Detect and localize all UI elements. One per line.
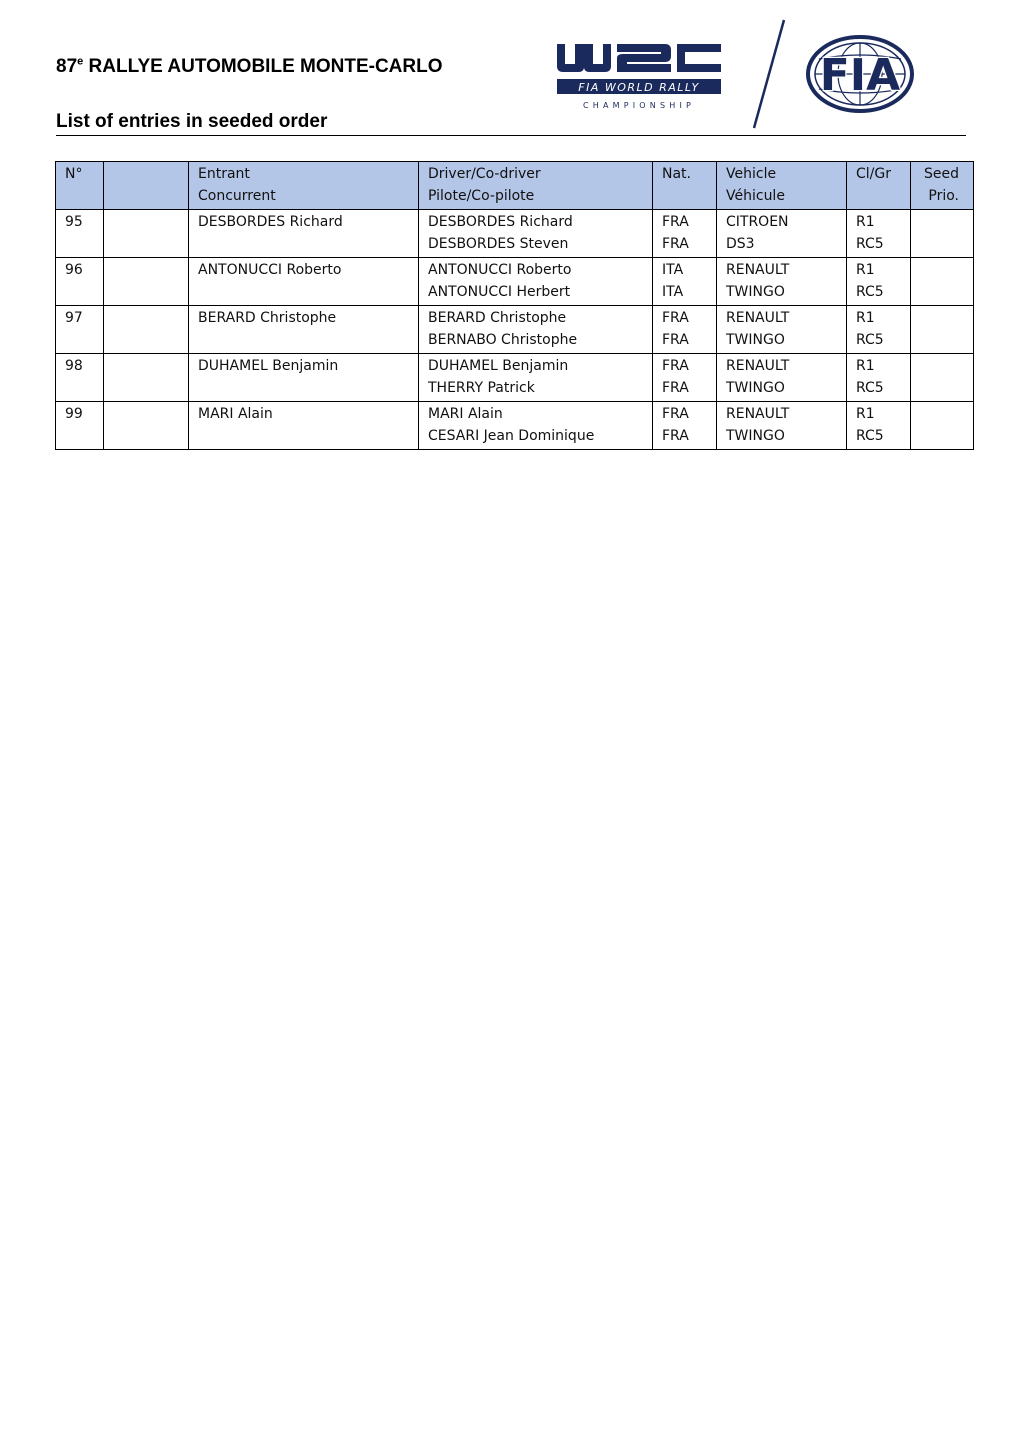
table-row <box>56 354 974 402</box>
entry-vehicle: RENAULT TWINGO <box>717 258 847 306</box>
title-superscript: e <box>77 55 84 68</box>
entry-vehicle: RENAULT TWINGO <box>717 402 847 450</box>
driver-name: BERARD Christophe <box>428 310 567 326</box>
header-entrant: Entrant Concurrent <box>189 162 419 210</box>
entry-crew <box>419 258 653 306</box>
entry-nationality: FRA FRA <box>653 402 717 450</box>
driver-name: DESBORDES Richard <box>428 214 573 230</box>
entry-blank <box>104 402 189 450</box>
entry-blank <box>104 306 189 354</box>
header-vehicle: Vehicle Véhicule <box>717 162 847 210</box>
codriver-name: BERNABO Christophe <box>428 331 578 348</box>
table-row <box>56 258 974 306</box>
header-driver: Driver/Co-driver Pilote/Co-pilote <box>419 162 653 210</box>
codriver-name: THERRY Patrick <box>428 379 535 396</box>
entry-class: R1 RC5 <box>847 354 911 402</box>
entry-blank <box>104 210 189 258</box>
entry-vehicle: RENAULT TWINGO <box>717 306 847 354</box>
entry-class: R1 RC5 <box>847 210 911 258</box>
entry-seed <box>911 210 974 258</box>
entry-nationality: FRA FRA <box>653 306 717 354</box>
wrc-band-text: FIA WORLD RALLY <box>578 81 700 94</box>
entry-vehicle: CITROEN DS3 <box>717 210 847 258</box>
header-class: Cl/Gr <box>847 162 911 210</box>
wrc-logo <box>553 36 725 114</box>
entry-crew <box>419 306 653 354</box>
driver-name: MARI Alain <box>428 406 503 422</box>
document-title <box>56 56 443 78</box>
entry-number: 99 <box>56 402 104 450</box>
entry-entrant: DUHAMEL Benjamin <box>189 354 419 402</box>
fia-logo <box>805 35 915 113</box>
entry-nationality: ITA ITA <box>653 258 717 306</box>
title-number: 87 <box>56 56 78 77</box>
fia-logo-text: FIA <box>819 50 901 101</box>
table-row <box>56 402 974 450</box>
entry-crew <box>419 210 653 258</box>
entry-number: 96 <box>56 258 104 306</box>
entry-number: 95 <box>56 210 104 258</box>
header-seed: Seed Prio. <box>911 162 974 210</box>
entry-class: R1 RC5 <box>847 258 911 306</box>
entry-class: R1 RC5 <box>847 402 911 450</box>
entry-blank <box>104 258 189 306</box>
entry-number: 97 <box>56 306 104 354</box>
wrc-sub-text: CHAMPIONSHIP <box>582 101 696 110</box>
entry-seed <box>911 306 974 354</box>
header-nationality: Nat. <box>653 162 717 210</box>
header-blank <box>104 162 189 210</box>
logo-separator <box>748 18 788 130</box>
list-subtitle: List of entries in seeded order <box>56 111 328 132</box>
driver-name: ANTONUCCI Roberto <box>428 262 572 278</box>
entry-nationality: FRA FRA <box>653 354 717 402</box>
header-divider <box>56 135 966 136</box>
codriver-name: DESBORDES Steven <box>428 235 569 252</box>
title-text: RALLYE AUTOMOBILE MONTE-CARLO <box>83 56 443 77</box>
entry-number: 98 <box>56 354 104 402</box>
entries-table <box>55 161 974 450</box>
entry-class: R1 RC5 <box>847 306 911 354</box>
entry-seed <box>911 402 974 450</box>
entry-seed <box>911 258 974 306</box>
entry-vehicle: RENAULT TWINGO <box>717 354 847 402</box>
entry-entrant: DESBORDES Richard <box>189 210 419 258</box>
codriver-name: CESARI Jean Dominique <box>428 427 595 444</box>
entry-crew <box>419 354 653 402</box>
entry-seed <box>911 354 974 402</box>
codriver-name: ANTONUCCI Herbert <box>428 283 571 300</box>
entry-entrant: BERARD Christophe <box>189 306 419 354</box>
entry-crew <box>419 402 653 450</box>
entry-entrant: MARI Alain <box>189 402 419 450</box>
entry-blank <box>104 354 189 402</box>
entry-entrant: ANTONUCCI Roberto <box>189 258 419 306</box>
header-number: N° <box>56 162 104 210</box>
driver-name: DUHAMEL Benjamin <box>428 358 569 374</box>
entry-nationality: FRA FRA <box>653 210 717 258</box>
table-row <box>56 210 974 258</box>
table-header-row <box>56 162 974 210</box>
table-row <box>56 306 974 354</box>
